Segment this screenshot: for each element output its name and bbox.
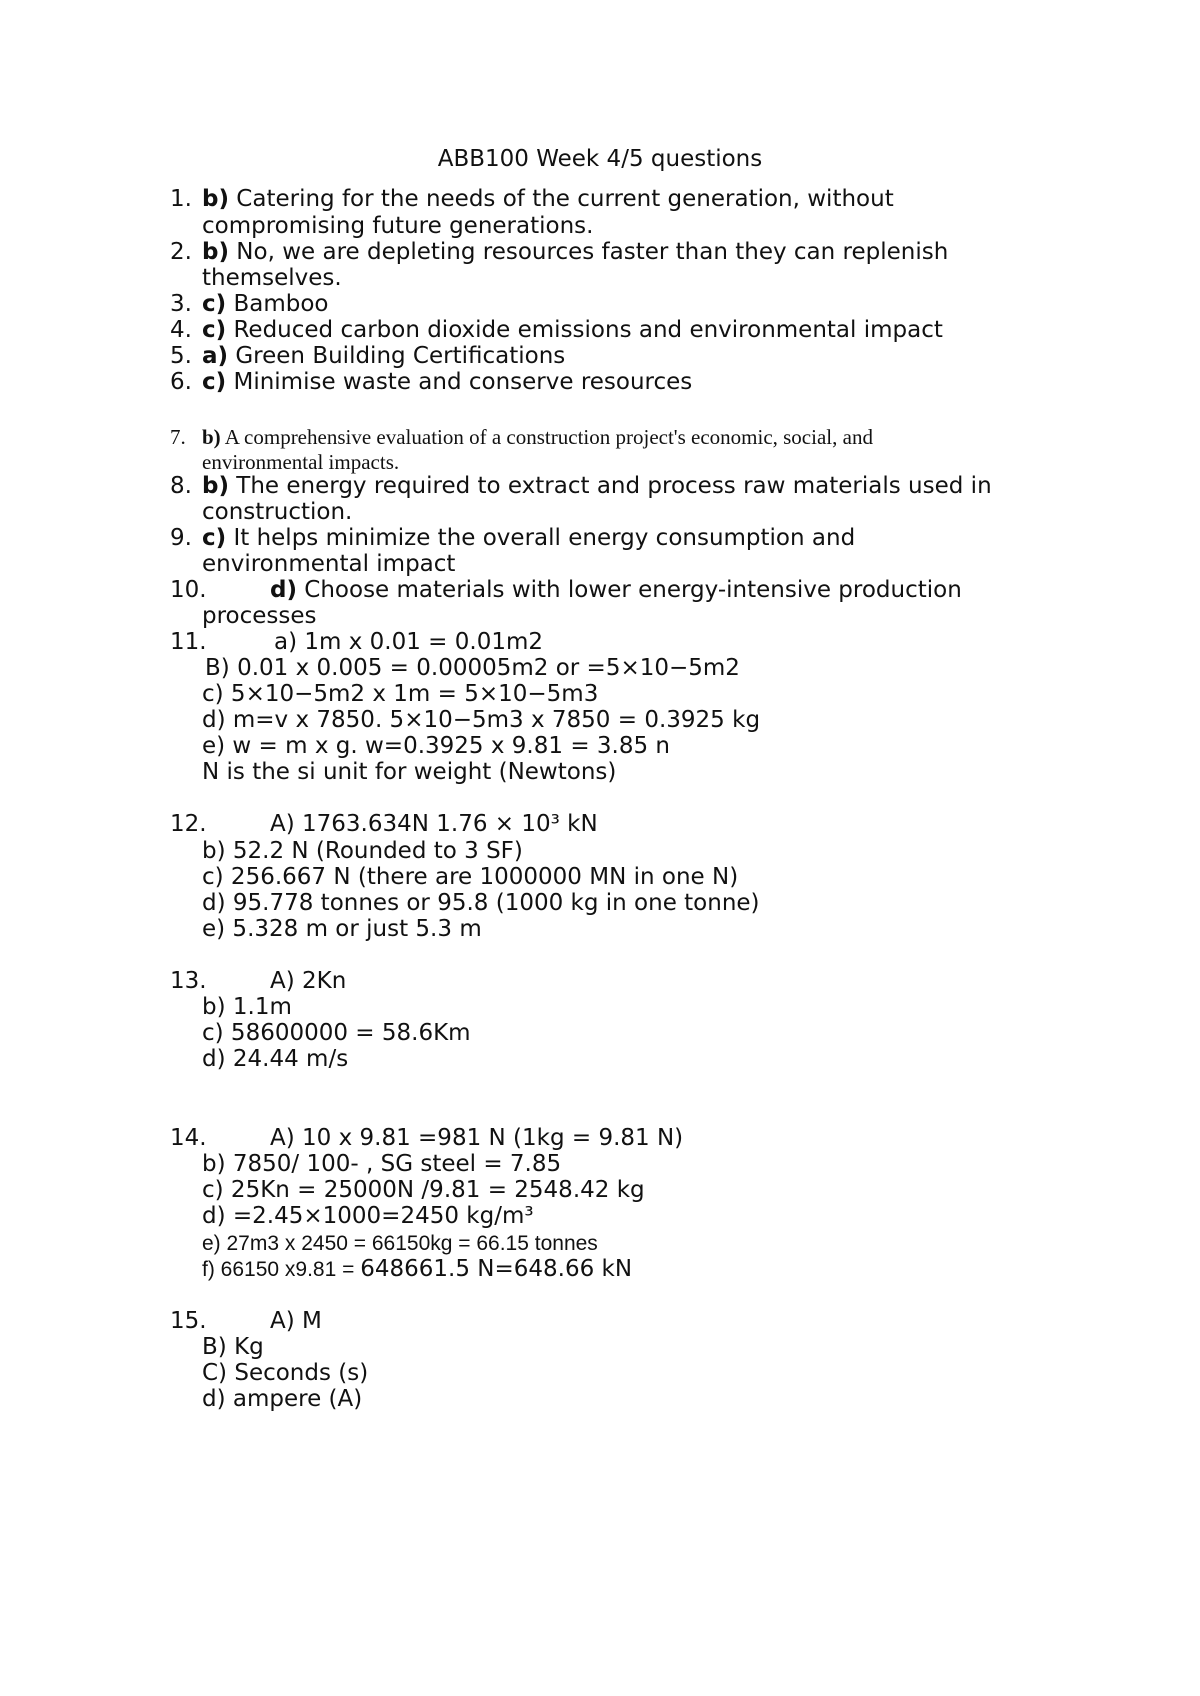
q14-part-f-end: 648661.5 N=648.66 kN [360,1256,633,1282]
q11-note: N is the si unit for weight (Newtons) [202,759,617,785]
q3-number: 3. [170,291,192,317]
q15-part-b: B) Kg [202,1334,264,1360]
q11-part-c: c) 5×10−5m2 x 1m = 5×10−5m3 [202,681,599,707]
q8-text-line1: The energy required to extract and process raw materials used in [236,473,992,499]
q14-part-f [202,1255,632,1284]
q12-part-a: A) 1763.634N 1.76 × 10³ kN [270,811,598,837]
q1-letter: b) [202,186,229,212]
question-3 [170,290,329,318]
q6-letter: c) [202,369,227,395]
q9-number: 9. [170,525,192,551]
q10-letter: d) [270,577,297,603]
q12-number: 12. [170,811,207,837]
q13-part-b: b) 1.1m [202,994,292,1020]
page-title: ABB100 Week 4/5 questions [437,146,763,172]
q1-text-line1: Catering for the needs of the current generation, without [236,186,894,212]
q8-letter: b) [202,473,229,499]
question-9 [170,524,856,552]
q2-text-line1: No, we are depleting resources faster than they can replenish [236,239,949,265]
q10-text-line2: processes [202,603,317,629]
q10-text-line1: Choose materials with lower energy-intensive production [304,577,962,603]
q5-number: 5. [170,343,192,369]
q14-number: 14. [170,1125,207,1151]
question-15 [170,1307,322,1335]
q13-number: 13. [170,968,207,994]
q15-part-d: d) ampere (A) [202,1386,363,1412]
q1-number: 1. [170,186,192,212]
q14-part-f-start: f) 66150 x9.81 = [202,1258,361,1281]
q11-part-d: d) m=v x 7850. 5×10−5m3 x 7850 = 0.3925 kg [202,707,761,733]
q12-part-e: e) 5.328 m or just 5.3 m [202,916,482,942]
q14-part-e: e) 27m3 x 2450 = 66150kg = 66.15 tonnes [202,1232,598,1255]
q6-text: Minimise waste and conserve resources [233,369,693,395]
q15-number: 15. [170,1308,207,1334]
q6-number: 6. [170,369,192,395]
q13-part-a: A) 2Kn [270,968,347,994]
q4-letter: c) [202,317,227,343]
question-7 [170,423,873,451]
q15-part-c: C) Seconds (s) [202,1360,369,1386]
q13-part-c: c) 58600000 = 58.6Km [202,1020,471,1046]
q2-text-line2: themselves. [202,265,342,291]
q5-letter: a) [202,343,229,369]
question-10 [170,576,962,604]
q14-part-c: c) 25Kn = 25000N /9.81 = 2548.42 kg [202,1177,645,1203]
q5-text: Green Building Certifications [235,343,566,369]
question-5 [170,342,566,370]
q2-letter: b) [202,239,229,265]
q9-text-line2: environmental impact [202,551,456,577]
q2-number: 2. [170,239,192,265]
q14-part-b: b) 7850/ 100- , SG steel = 7.85 [202,1151,562,1177]
question-6 [170,368,693,396]
question-4 [170,316,943,344]
question-1 [170,185,894,213]
q11-part-a: a) 1m x 0.01 = 0.01m2 [274,629,544,655]
question-8 [170,472,992,500]
q8-number: 8. [170,473,192,499]
q3-letter: c) [202,291,227,317]
question-2 [170,238,949,266]
q7-text-line2: environmental impacts. [202,450,400,474]
q4-number: 4. [170,317,192,343]
q14-part-d: d) =2.45×1000=2450 kg/m³ [202,1203,534,1229]
q1-text-line2: compromising future generations. [202,213,594,239]
q12-part-b: b) 52.2 N (Rounded to 3 SF) [202,838,523,864]
q12-part-c: c) 256.667 N (there are 1000000 MN in one N) [202,864,739,890]
q8-text-line2: construction. [202,499,353,525]
q9-letter: c) [202,525,227,551]
q3-text: Bamboo [233,291,329,317]
question-12 [170,810,598,838]
q10-number: 10. [170,577,207,603]
q7-text-line1: A comprehensive evaluation of a construction project's economic, social, and [224,425,873,449]
q9-text-line1: It helps minimize the overall energy consumption and [233,525,856,551]
question-11 [170,628,544,656]
q11-part-b: B) 0.01 x 0.005 = 0.00005m2 or =5×10−5m2 [205,655,740,681]
q7-letter: b) [202,425,221,449]
q11-number: 11. [170,629,207,655]
q11-part-e: e) w = m x g. w=0.3925 x 9.81 = 3.85 n [202,733,670,759]
q13-part-d: d) 24.44 m/s [202,1046,349,1072]
q7-number: 7. [170,425,186,449]
q15-part-a: A) M [270,1308,322,1334]
q4-text: Reduced carbon dioxide emissions and environmental impact [233,317,943,343]
q14-part-a: A) 10 x 9.81 =981 N (1kg = 9.81 N) [270,1125,684,1151]
question-13 [170,967,347,995]
question-14 [170,1124,684,1152]
q12-part-d: d) 95.778 tonnes or 95.8 (1000 kg in one tonne) [202,890,760,916]
